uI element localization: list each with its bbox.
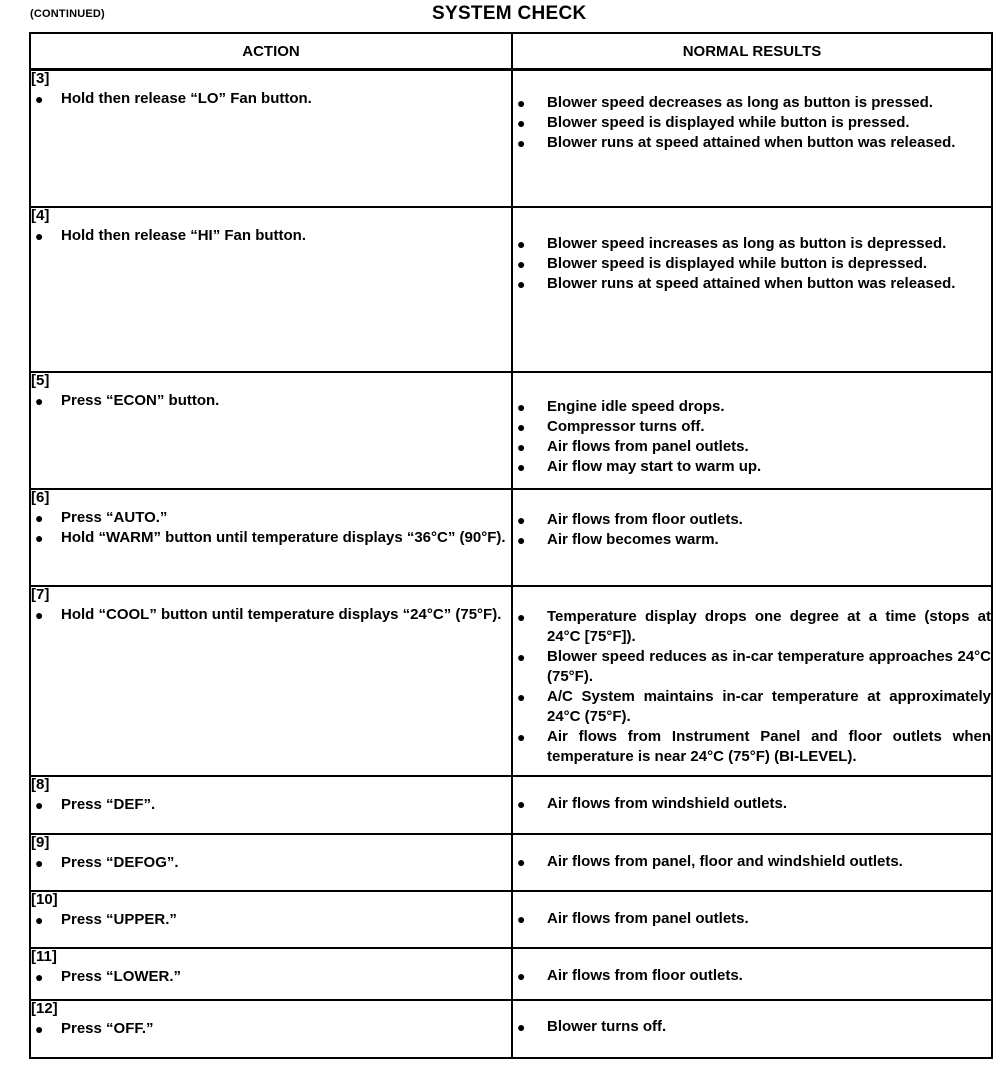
result-text: Air flows from panel outlets.	[547, 909, 749, 927]
result-text: Air flow becomes warm.	[547, 530, 719, 548]
bullet-icon: ●	[517, 608, 526, 625]
result-item	[513, 530, 991, 550]
result-item	[513, 966, 991, 986]
results-list	[513, 93, 991, 153]
bullet-icon: ●	[517, 910, 526, 927]
bullet-icon: ●	[517, 115, 526, 131]
result-item	[513, 727, 991, 767]
action-item	[31, 528, 511, 548]
action-list	[31, 391, 511, 411]
result-text: A/C System maintains in-car temperature at approximately 24°C (75°F).	[547, 687, 991, 725]
table-row	[30, 776, 992, 834]
action-cell	[30, 586, 512, 776]
table-row	[30, 948, 992, 1000]
step-number: [5]	[31, 371, 50, 389]
action-cell	[30, 891, 512, 948]
action-text: Hold then release “LO” Fan button.	[61, 90, 312, 107]
action-list	[31, 795, 511, 815]
bullet-icon: ●	[517, 235, 526, 252]
action-text: Press “DEF”.	[61, 795, 156, 813]
action-list	[31, 508, 511, 548]
action-column-header: ACTION	[30, 33, 512, 70]
result-item	[513, 909, 991, 929]
action-cell	[30, 489, 512, 586]
bullet-icon: ●	[517, 418, 526, 435]
results-cell	[512, 372, 992, 489]
bullet-icon: ●	[517, 95, 526, 111]
action-list	[31, 89, 511, 109]
result-item	[513, 510, 991, 530]
bullet-icon: ●	[517, 135, 526, 151]
table-row	[30, 207, 992, 372]
results-cell	[512, 70, 992, 207]
action-item	[31, 391, 511, 411]
bullet-icon: ●	[517, 795, 526, 812]
action-list	[31, 910, 511, 930]
result-text: Temperature display drops one degree at a time (stops at 24°C [75°F]).	[547, 607, 991, 645]
result-text: Blower speed decreases as long as button is pressed.	[547, 94, 933, 111]
step-number: [6]	[31, 488, 50, 506]
action-cell	[30, 834, 512, 891]
action-item	[31, 910, 511, 930]
results-cell	[512, 207, 992, 372]
action-item	[31, 853, 511, 873]
results-cell	[512, 776, 992, 834]
result-item	[513, 133, 991, 153]
result-item	[513, 397, 991, 417]
results-list	[513, 607, 991, 767]
action-cell	[30, 948, 512, 1000]
bullet-icon: ●	[517, 458, 526, 475]
bullet-icon: ●	[517, 688, 526, 705]
result-text: Air flows from Instrument Panel and floor outlets when temperature is near 24°C (75°F) (BI-LEVEL).	[547, 727, 991, 765]
action-text: Hold “WARM” button until temperature displays “36°C” (90°F).	[61, 528, 506, 546]
result-text: Air flow may start to warm up.	[547, 457, 762, 475]
table-row	[30, 489, 992, 586]
result-text: Engine idle speed drops.	[547, 397, 725, 415]
action-cell	[30, 70, 512, 207]
result-text: Blower speed reduces as in-car temperature approaches 24°C (75°F).	[547, 647, 991, 685]
result-text: Blower runs at speed attained when button was released.	[547, 134, 956, 151]
results-list	[513, 1017, 991, 1037]
results-cell	[512, 586, 992, 776]
action-item	[31, 1019, 511, 1039]
table-row	[30, 891, 992, 948]
result-text: Blower turns off.	[547, 1017, 667, 1035]
action-item	[31, 89, 511, 109]
bullet-icon: ●	[517, 438, 526, 455]
bullet-icon: ●	[35, 509, 44, 526]
step-number: [12]	[31, 999, 58, 1017]
result-item	[513, 274, 991, 294]
bullet-icon: ●	[517, 398, 526, 415]
results-list	[513, 397, 991, 477]
step-number: [10]	[31, 890, 58, 908]
bullet-icon: ●	[35, 392, 44, 409]
bullet-icon: ●	[35, 606, 44, 623]
step-number: [9]	[31, 833, 50, 851]
action-cell	[30, 1000, 512, 1058]
result-item	[513, 852, 991, 872]
action-cell	[30, 776, 512, 834]
result-text: Air flows from panel outlets.	[547, 437, 749, 455]
bullet-icon: ●	[517, 275, 526, 292]
result-text: Air flows from panel, floor and windshield outlets.	[547, 852, 903, 870]
results-list	[513, 794, 991, 814]
bullet-icon: ●	[35, 227, 44, 244]
action-text: Press “AUTO.”	[61, 508, 168, 526]
table-header-row	[30, 33, 992, 70]
results-cell	[512, 1000, 992, 1058]
result-text: Compressor turns off.	[547, 417, 705, 435]
action-text: Press “UPPER.”	[61, 910, 177, 928]
results-list	[513, 852, 991, 872]
page-title: SYSTEM CHECK	[432, 3, 587, 24]
action-list	[31, 1019, 511, 1039]
action-text: Hold “COOL” button until temperature displays “24°C” (75°F).	[61, 605, 502, 623]
result-item	[513, 417, 991, 437]
action-item	[31, 795, 511, 815]
result-item	[513, 607, 991, 647]
bullet-icon: ●	[517, 531, 526, 548]
bullet-icon: ●	[35, 968, 44, 985]
table-row	[30, 70, 992, 207]
action-cell	[30, 372, 512, 489]
results-cell	[512, 891, 992, 948]
action-cell	[30, 207, 512, 372]
step-number: [8]	[31, 775, 50, 793]
results-cell	[512, 948, 992, 1000]
bullet-icon: ●	[35, 854, 44, 871]
action-text: Press “OFF.”	[61, 1019, 154, 1037]
bullet-icon: ●	[35, 529, 44, 546]
step-number: [4]	[31, 206, 50, 224]
action-item	[31, 508, 511, 528]
table-row	[30, 372, 992, 489]
results-list	[513, 510, 991, 550]
bullet-icon: ●	[517, 853, 526, 870]
result-item	[513, 254, 991, 274]
result-text: Air flows from floor outlets.	[547, 966, 743, 984]
action-list	[31, 853, 511, 873]
result-item	[513, 93, 991, 113]
result-text: Blower speed is displayed while button is depressed.	[547, 254, 928, 272]
bullet-icon: ●	[35, 796, 44, 813]
result-item	[513, 1017, 991, 1037]
action-item	[31, 605, 511, 625]
bullet-icon: ●	[35, 1020, 44, 1037]
action-text: Press “LOWER.”	[61, 967, 182, 985]
bullet-icon: ●	[517, 967, 526, 984]
result-item	[513, 457, 991, 477]
action-text: Press “ECON” button.	[61, 391, 220, 409]
result-item	[513, 437, 991, 457]
table-row	[30, 834, 992, 891]
result-text: Air flows from windshield outlets.	[547, 794, 788, 812]
step-number: [11]	[31, 947, 57, 965]
bullet-icon: ●	[35, 911, 44, 928]
action-text: Hold then release “HI” Fan button.	[61, 226, 307, 244]
results-column-header: NORMAL RESULTS	[512, 33, 992, 70]
results-list	[513, 234, 991, 294]
action-item	[31, 967, 511, 987]
results-list	[513, 909, 991, 929]
system-check-table	[29, 32, 993, 1059]
bullet-icon: ●	[517, 648, 526, 665]
table-row	[30, 1000, 992, 1058]
continued-label: (CONTINUED)	[30, 8, 105, 20]
action-item	[31, 226, 511, 246]
step-number: [7]	[31, 585, 50, 603]
bullet-icon: ●	[517, 1018, 526, 1035]
bullet-icon: ●	[517, 511, 526, 528]
results-cell	[512, 489, 992, 586]
bullet-icon: ●	[35, 91, 44, 107]
action-list	[31, 967, 511, 987]
action-list	[31, 226, 511, 246]
result-item	[513, 647, 991, 687]
result-item	[513, 113, 991, 133]
action-text: Press “DEFOG”.	[61, 853, 179, 871]
bullet-icon: ●	[517, 255, 526, 272]
action-list	[31, 605, 511, 625]
result-item	[513, 687, 991, 727]
table-row	[30, 586, 992, 776]
result-item	[513, 234, 991, 254]
step-number: [3]	[31, 70, 50, 87]
bullet-icon: ●	[517, 728, 526, 745]
result-text: Blower speed increases as long as button is depressed.	[547, 234, 947, 252]
result-text: Air flows from floor outlets.	[547, 510, 743, 528]
result-text: Blower runs at speed attained when button was released.	[547, 274, 956, 292]
result-item	[513, 794, 991, 814]
result-text: Blower speed is displayed while button is pressed.	[547, 114, 910, 131]
results-list	[513, 966, 991, 986]
results-cell	[512, 834, 992, 891]
